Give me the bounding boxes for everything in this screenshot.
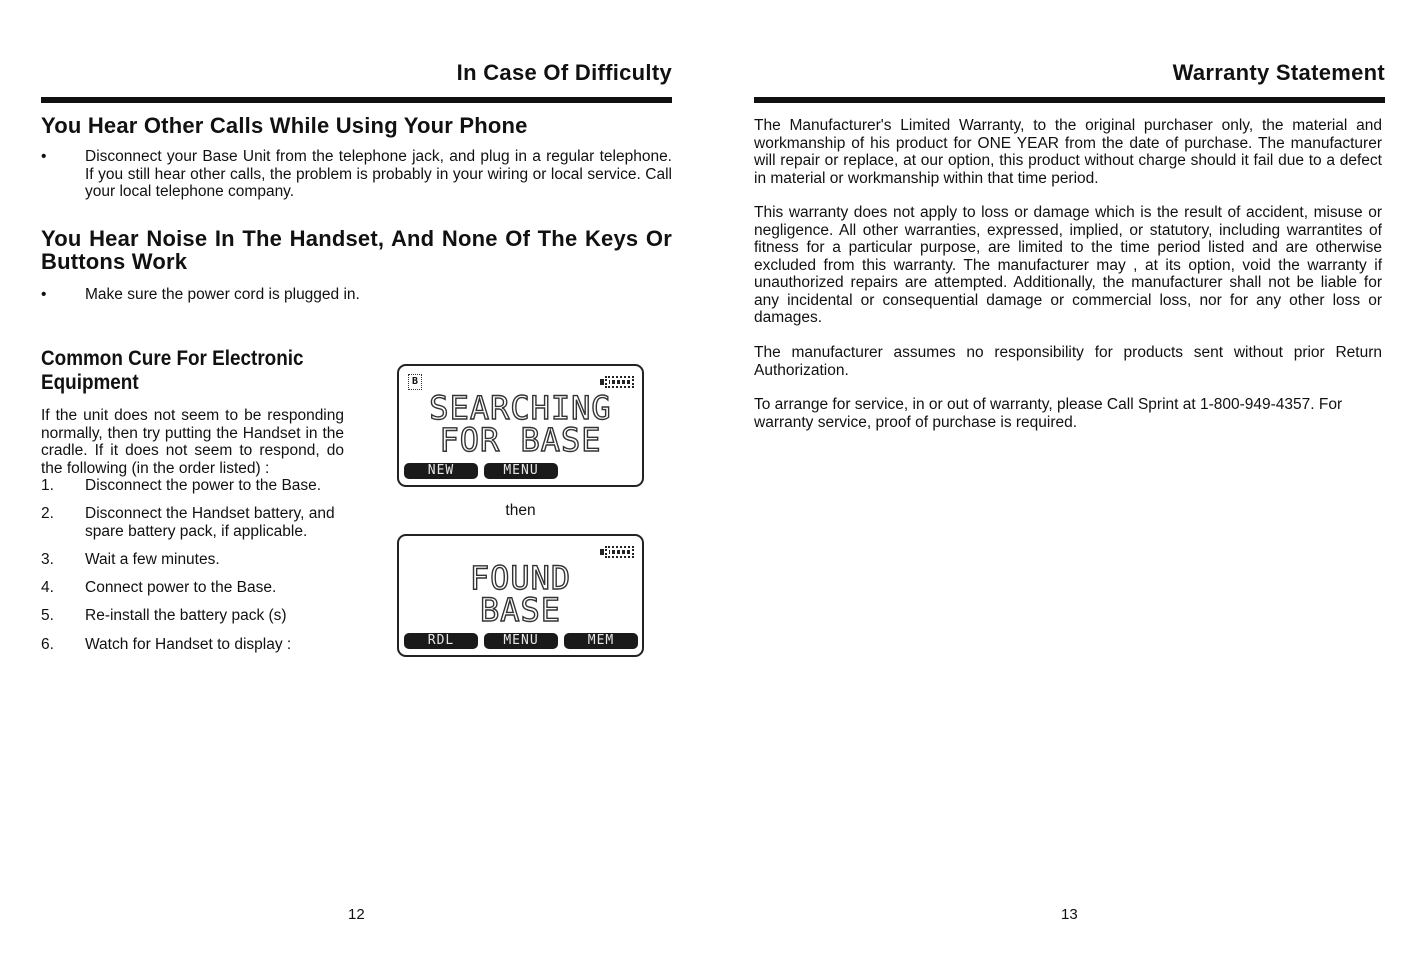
step-number: 3. — [41, 551, 54, 568]
step-text: Connect power to the Base. — [85, 579, 277, 596]
page-header: In Case Of Difficulty — [456, 60, 672, 85]
handset-display-searching — [397, 364, 644, 487]
bullet-marker: • — [41, 286, 47, 303]
step-text: Disconnect the power to the Base. — [85, 477, 322, 494]
softkey-rdl: RDL — [404, 633, 478, 649]
header-rule — [754, 97, 1385, 103]
softkey-menu: MENU — [484, 463, 558, 479]
softkey-mem: MEM — [564, 633, 638, 649]
step-text: Wait a few minutes. — [85, 551, 220, 568]
step-number: 5. — [41, 607, 54, 624]
page-number: 12 — [348, 906, 365, 923]
section-title-noise: You Hear Noise In The Handset, And None Of The Keys Or Buttons Work — [41, 226, 672, 274]
base-icon: B — [408, 374, 422, 390]
intro-paragraph: If the unit does not seem to be responding normally, then try putting the Handset in the cradle. If it does not seem to respond, do the following (in the order listed) : — [41, 407, 344, 477]
warranty-paragraph: The manufacturer assumes no responsibility for products sent without prior Return Authorization. — [754, 344, 1382, 379]
handset-display-found — [397, 534, 644, 657]
left-page — [41, 0, 672, 954]
warranty-paragraph: To arrange for service, in or out of warranty, please Call Sprint at 1-800-949-4357. For warranty service, proof of purchase is required. — [754, 396, 1343, 431]
section-title-common-cure: Common Cure For Electronic Equipment — [41, 347, 304, 394]
step-number: 1. — [41, 477, 54, 494]
right-page — [754, 0, 1385, 954]
battery-icon — [600, 546, 634, 558]
display-line-2: FOR BASE — [439, 421, 602, 459]
step-number: 2. — [41, 505, 54, 522]
header-rule — [41, 97, 672, 103]
list-item-text: Make sure the power cord is plugged in. — [85, 286, 360, 303]
display-line-2: BASE — [479, 591, 562, 629]
display-line-1: FOUND — [469, 559, 572, 597]
softkey-menu: MENU — [484, 633, 558, 649]
page-number: 13 — [1061, 906, 1078, 923]
caption-then: then — [505, 502, 536, 519]
list-item-text: Disconnect your Base Unit from the telephone jack, and plug in a regular telephone. If you still hear other calls, the problem is probably in your wiring or local service. Call your local telephone company. — [85, 148, 672, 200]
step-number: 4. — [41, 579, 54, 596]
step-text: Watch for Handset to display : — [85, 636, 292, 653]
bullet-marker: • — [41, 148, 47, 165]
page-header: Warranty Statement — [1172, 60, 1385, 85]
battery-icon — [600, 376, 634, 388]
warranty-paragraph: This warranty does not apply to loss or damage which is the result of accident, misuse or negligence. All other warranties, expressed, implied, or statutory, including warrantites of fitness for a particular purpose, are limited to the time period listed and are otherwise excluded from this warranty. The manufacturer may , at its option, void the warranty if unauthorized repairs are attempted. Additionally, the manufacturer shall not be liable for any incidental or consequential damage or commercial loss, nor for any other loss or damages. — [754, 204, 1382, 326]
softkey-bar — [404, 463, 637, 479]
step-number: 6. — [41, 636, 54, 653]
softkey-new: NEW — [404, 463, 478, 479]
step-text: Disconnect the Handset battery, and spare battery pack, if applicable. — [85, 505, 335, 540]
softkey-bar — [404, 633, 637, 649]
display-line-1: SEARCHING — [429, 389, 612, 427]
warranty-paragraph: The Manufacturer's Limited Warranty, to the original purchaser only, the material and workmanship of his product for ONE YEAR from the date of purchase. The manufacturer will repair or replace, at our option, this product without charge should it fail due to a defect in material or workmanship within that time period. — [754, 117, 1382, 187]
section-title-other-calls: You Hear Other Calls While Using Your Phone — [41, 113, 528, 138]
step-text: Re-install the battery pack (s) — [85, 607, 287, 624]
